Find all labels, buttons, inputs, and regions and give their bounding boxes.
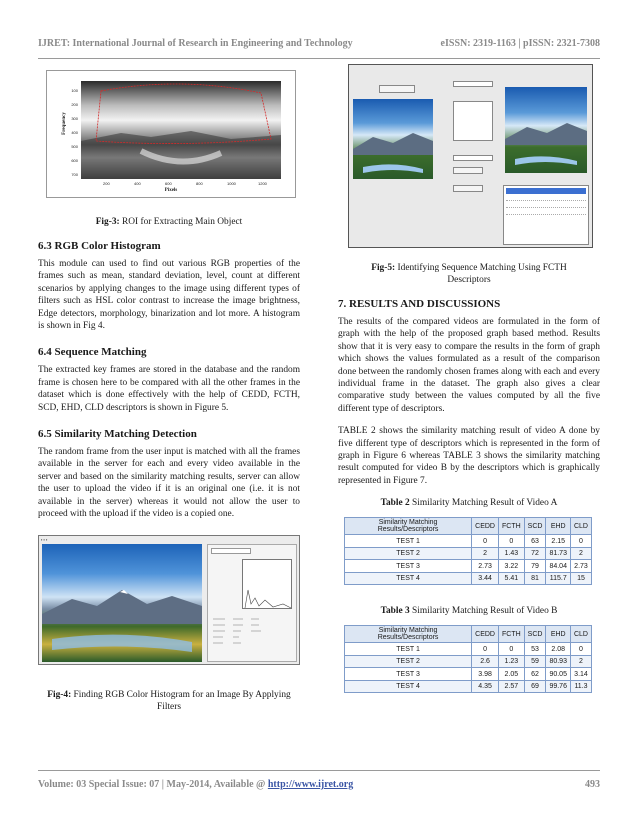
- table-cell: 2.57: [499, 680, 525, 693]
- table-cell: 69: [524, 680, 546, 693]
- fig5-result-item-selected[interactable]: [506, 188, 586, 194]
- footer-rule: [38, 770, 600, 771]
- table-cell: 0: [499, 535, 525, 548]
- table-cell: TEST 3: [345, 560, 472, 573]
- table-cell: TEST 1: [345, 535, 472, 548]
- table-cell: 90.05: [546, 668, 571, 681]
- sec7-body1: The results of the compared videos are formulated in the form of graph with the help of the proposed graph based method. Results show that it is very easy to compare the results in the form of graph which shows the values formulated as a result of the comparison done between the randomly chosen frames along with each and every individual frame in the dataset. The graph also gives a clear comparative study between the values computed by all the five different type of descriptors.: [338, 317, 600, 414]
- table-header-cell: FCTH: [499, 518, 525, 535]
- fig3-ytick: 600: [71, 158, 78, 163]
- table-row: [345, 560, 592, 573]
- table-cell: 3.14: [570, 668, 591, 681]
- fig3-xtick: 600: [165, 181, 172, 186]
- table-header-row: [345, 518, 592, 535]
- fig3-ylabel: Frequency: [61, 112, 67, 135]
- table-cell: 63: [524, 535, 546, 548]
- fig5-option-field[interactable]: [453, 155, 493, 161]
- running-footer: [38, 779, 600, 790]
- table-cell: 4.35: [472, 680, 499, 693]
- table-header-cell: Similarity Matching Results/Descriptors: [345, 626, 472, 643]
- fig3-figure: [46, 70, 296, 198]
- table-row: [345, 655, 592, 668]
- fig3-xtick: 400: [134, 181, 141, 186]
- table2-caption: Table 2 Similarity Matching Result of Video A: [380, 498, 558, 509]
- sec64-title: 6.4 Sequence Matching: [38, 346, 147, 359]
- table-cell: 0: [570, 535, 591, 548]
- table-row: [345, 535, 592, 548]
- table-cell: 84.04: [546, 560, 571, 573]
- table-header-cell: EHD: [546, 518, 571, 535]
- fig5-query-image: [353, 99, 433, 179]
- fig3-xtick: 1000: [227, 181, 236, 186]
- table-header-cell: CEDD: [472, 626, 499, 643]
- table-header-cell: CLD: [570, 518, 591, 535]
- table-row: [345, 643, 592, 656]
- table-header-cell: SCD: [524, 626, 546, 643]
- table-cell: 2.08: [546, 643, 571, 656]
- sec63-body: This module can used to find out various RGB properties of the frames such as mean, standard deviation, level, count at different scenarios by applying changes to the image using different types of filters such as HSL color contrast to increase the image brightness, Edge detectors, morphology, binarization and lot more. A histogram is shown in Fig 4.: [38, 259, 300, 332]
- fig3-ytick: 700: [71, 172, 78, 177]
- fig3-yticks: [63, 88, 79, 186]
- sec7-body2: TABLE 2 shows the similarity matching result of video A done by five different type of descriptors which is represented in the form of graph in Figure 6 whereas TABLE 3 shows the similarity matching result computed for video B by the descriptors which is graphically represented in Figure 7.: [338, 426, 600, 486]
- fig3-ytick: 400: [71, 130, 78, 135]
- table-cell: 0: [472, 643, 499, 656]
- table-cell: 0: [472, 535, 499, 548]
- left-column: [38, 70, 300, 713]
- table-cell: 3.98: [472, 668, 499, 681]
- table-cell: 15: [570, 572, 591, 585]
- fig5-match-button[interactable]: [453, 167, 483, 174]
- table-cell: 0: [570, 643, 591, 656]
- fig3-roi-outline: [81, 81, 281, 179]
- table-row: [345, 680, 592, 693]
- table-cell: 0: [499, 643, 525, 656]
- fig3-ytick: 500: [71, 144, 78, 149]
- fig4-figure: [38, 535, 300, 665]
- table-cell: TEST 4: [345, 572, 472, 585]
- fig3-xlabel: Pixels: [164, 188, 178, 193]
- fig4-channel-select[interactable]: [211, 548, 251, 554]
- fig4-window-titlebar: ▪ ▪ ▪: [41, 536, 48, 542]
- table-cell: 1.23: [499, 655, 525, 668]
- table-cell: 53: [524, 643, 546, 656]
- fig5-load-button[interactable]: [379, 85, 415, 93]
- table-cell: 2.05: [499, 668, 525, 681]
- table-header-cell: SCD: [524, 518, 546, 535]
- fig3-ytick: 100: [71, 88, 78, 93]
- table-cell: TEST 2: [345, 655, 472, 668]
- fig4-caption: Fig-4: Finding RGB Color Histogram for an Image By Applying Filters: [47, 689, 291, 712]
- table-cell: TEST 4: [345, 680, 472, 693]
- fig3-xtick: 800: [196, 181, 203, 186]
- fig5-result-item[interactable]: [506, 203, 586, 208]
- sec65-body: The random frame from the user input is matched with all the frames available in the server for each and every video available in the server and based on the similarity matching results, server can allow the user to upload the video if it is an original one (i.e. it is not available in the server) whereas it would not allow the user to proceed with the upload if the video is a copied one.: [38, 447, 300, 520]
- fig3-xtick: 200: [103, 181, 110, 186]
- fig5-result-item[interactable]: [506, 210, 586, 215]
- table-cell: 99.76: [546, 680, 571, 693]
- fig3-xtick: 1200: [258, 181, 267, 186]
- table-cell: 115.7: [546, 572, 571, 585]
- fig4-histogram-panel: [207, 544, 297, 662]
- fig5-result-item[interactable]: [506, 196, 586, 201]
- sec64-body: The extracted key frames are stored in the database and the random frame is chosen here to be compared with all the other frames in the dataset which is done effectively with the help of CEDD, FCTH, SCD, EHD, CLD descriptors is shown in Figure 5.: [38, 365, 300, 413]
- table3-caption: Table 3 Similarity Matching Result of Video B: [380, 606, 558, 617]
- running-header: [38, 38, 600, 49]
- fig5-descriptor-select[interactable]: [453, 81, 493, 87]
- table-row: [345, 668, 592, 681]
- table-cell: 2: [472, 547, 499, 560]
- table-cell: 2: [570, 547, 591, 560]
- table-header-cell: CLD: [570, 626, 591, 643]
- table-cell: 3.44: [472, 572, 499, 585]
- journal-name: IJRET: International Journal of Research in Engineering and Technology: [38, 38, 353, 49]
- fig5-controls-panel: [453, 73, 501, 181]
- fig3-roi-image: [81, 81, 281, 179]
- table-cell: TEST 1: [345, 643, 472, 656]
- table-cell: 81.73: [546, 547, 571, 560]
- table-cell: TEST 3: [345, 668, 472, 681]
- table-cell: 2.15: [546, 535, 571, 548]
- footer-volume: Volume: 03 Special Issue: 07 | May-2014, Available @ http://www.ijret.org: [38, 779, 354, 790]
- page-number: 493: [585, 779, 600, 790]
- table-header-cell: EHD: [546, 626, 571, 643]
- fig5-search-button[interactable]: [453, 185, 483, 192]
- table-header-cell: Similarity Matching Results/Descriptors: [345, 518, 472, 535]
- table-cell: 2.73: [570, 560, 591, 573]
- table-row: [345, 572, 592, 585]
- table-header-cell: CEDD: [472, 518, 499, 535]
- fig5-result-image: [505, 87, 587, 173]
- fig3-ytick: 200: [71, 102, 78, 107]
- table-cell: 1.43: [499, 547, 525, 560]
- table-cell: 59: [524, 655, 546, 668]
- table-header-cell: FCTH: [499, 626, 525, 643]
- footer-link[interactable]: http://www.ijret.org: [267, 779, 354, 790]
- table-cell: 72: [524, 547, 546, 560]
- fig4-landscape-image: [42, 544, 202, 662]
- fig5-results-list[interactable]: [503, 185, 589, 245]
- issn: eISSN: 2319-1163 | pISSN: 2321-7308: [440, 38, 600, 49]
- sec65-title: 6.5 Similarity Matching Detection: [38, 428, 197, 441]
- header-rule: [38, 58, 600, 59]
- fig5-settings-box: [453, 101, 493, 141]
- table-header-row: [345, 626, 592, 643]
- sec63-title: 6.3 RGB Color Histogram: [38, 240, 161, 252]
- table-cell: 62: [524, 668, 546, 681]
- table2: [344, 517, 592, 585]
- table-cell: 80.93: [546, 655, 571, 668]
- table-cell: TEST 2: [345, 547, 472, 560]
- sec7-title: 7. RESULTS AND DISCUSSIONS: [338, 298, 501, 310]
- fig5-figure: [348, 64, 593, 248]
- fig4-histogram-plot: [242, 559, 292, 609]
- fig4-stats-block: [211, 615, 271, 655]
- table-cell: 11.3: [570, 680, 591, 693]
- fig3-ytick: 300: [71, 116, 78, 121]
- table3: [344, 625, 592, 693]
- fig3-xticks: [81, 181, 281, 187]
- fig5-caption: Fig-5: Identifying Sequence Matching Using FCTH Descriptors: [371, 263, 567, 285]
- table-cell: 2.6: [472, 655, 499, 668]
- table-row: [345, 547, 592, 560]
- fig3-caption: Fig-3: ROI for Extracting Main Object: [95, 217, 243, 227]
- right-column: [338, 64, 600, 693]
- table-cell: 79: [524, 560, 546, 573]
- table-cell: 2.73: [472, 560, 499, 573]
- table-cell: 81: [524, 572, 546, 585]
- table-cell: 5.41: [499, 572, 525, 585]
- table-cell: 2: [570, 655, 591, 668]
- table-cell: 3.22: [499, 560, 525, 573]
